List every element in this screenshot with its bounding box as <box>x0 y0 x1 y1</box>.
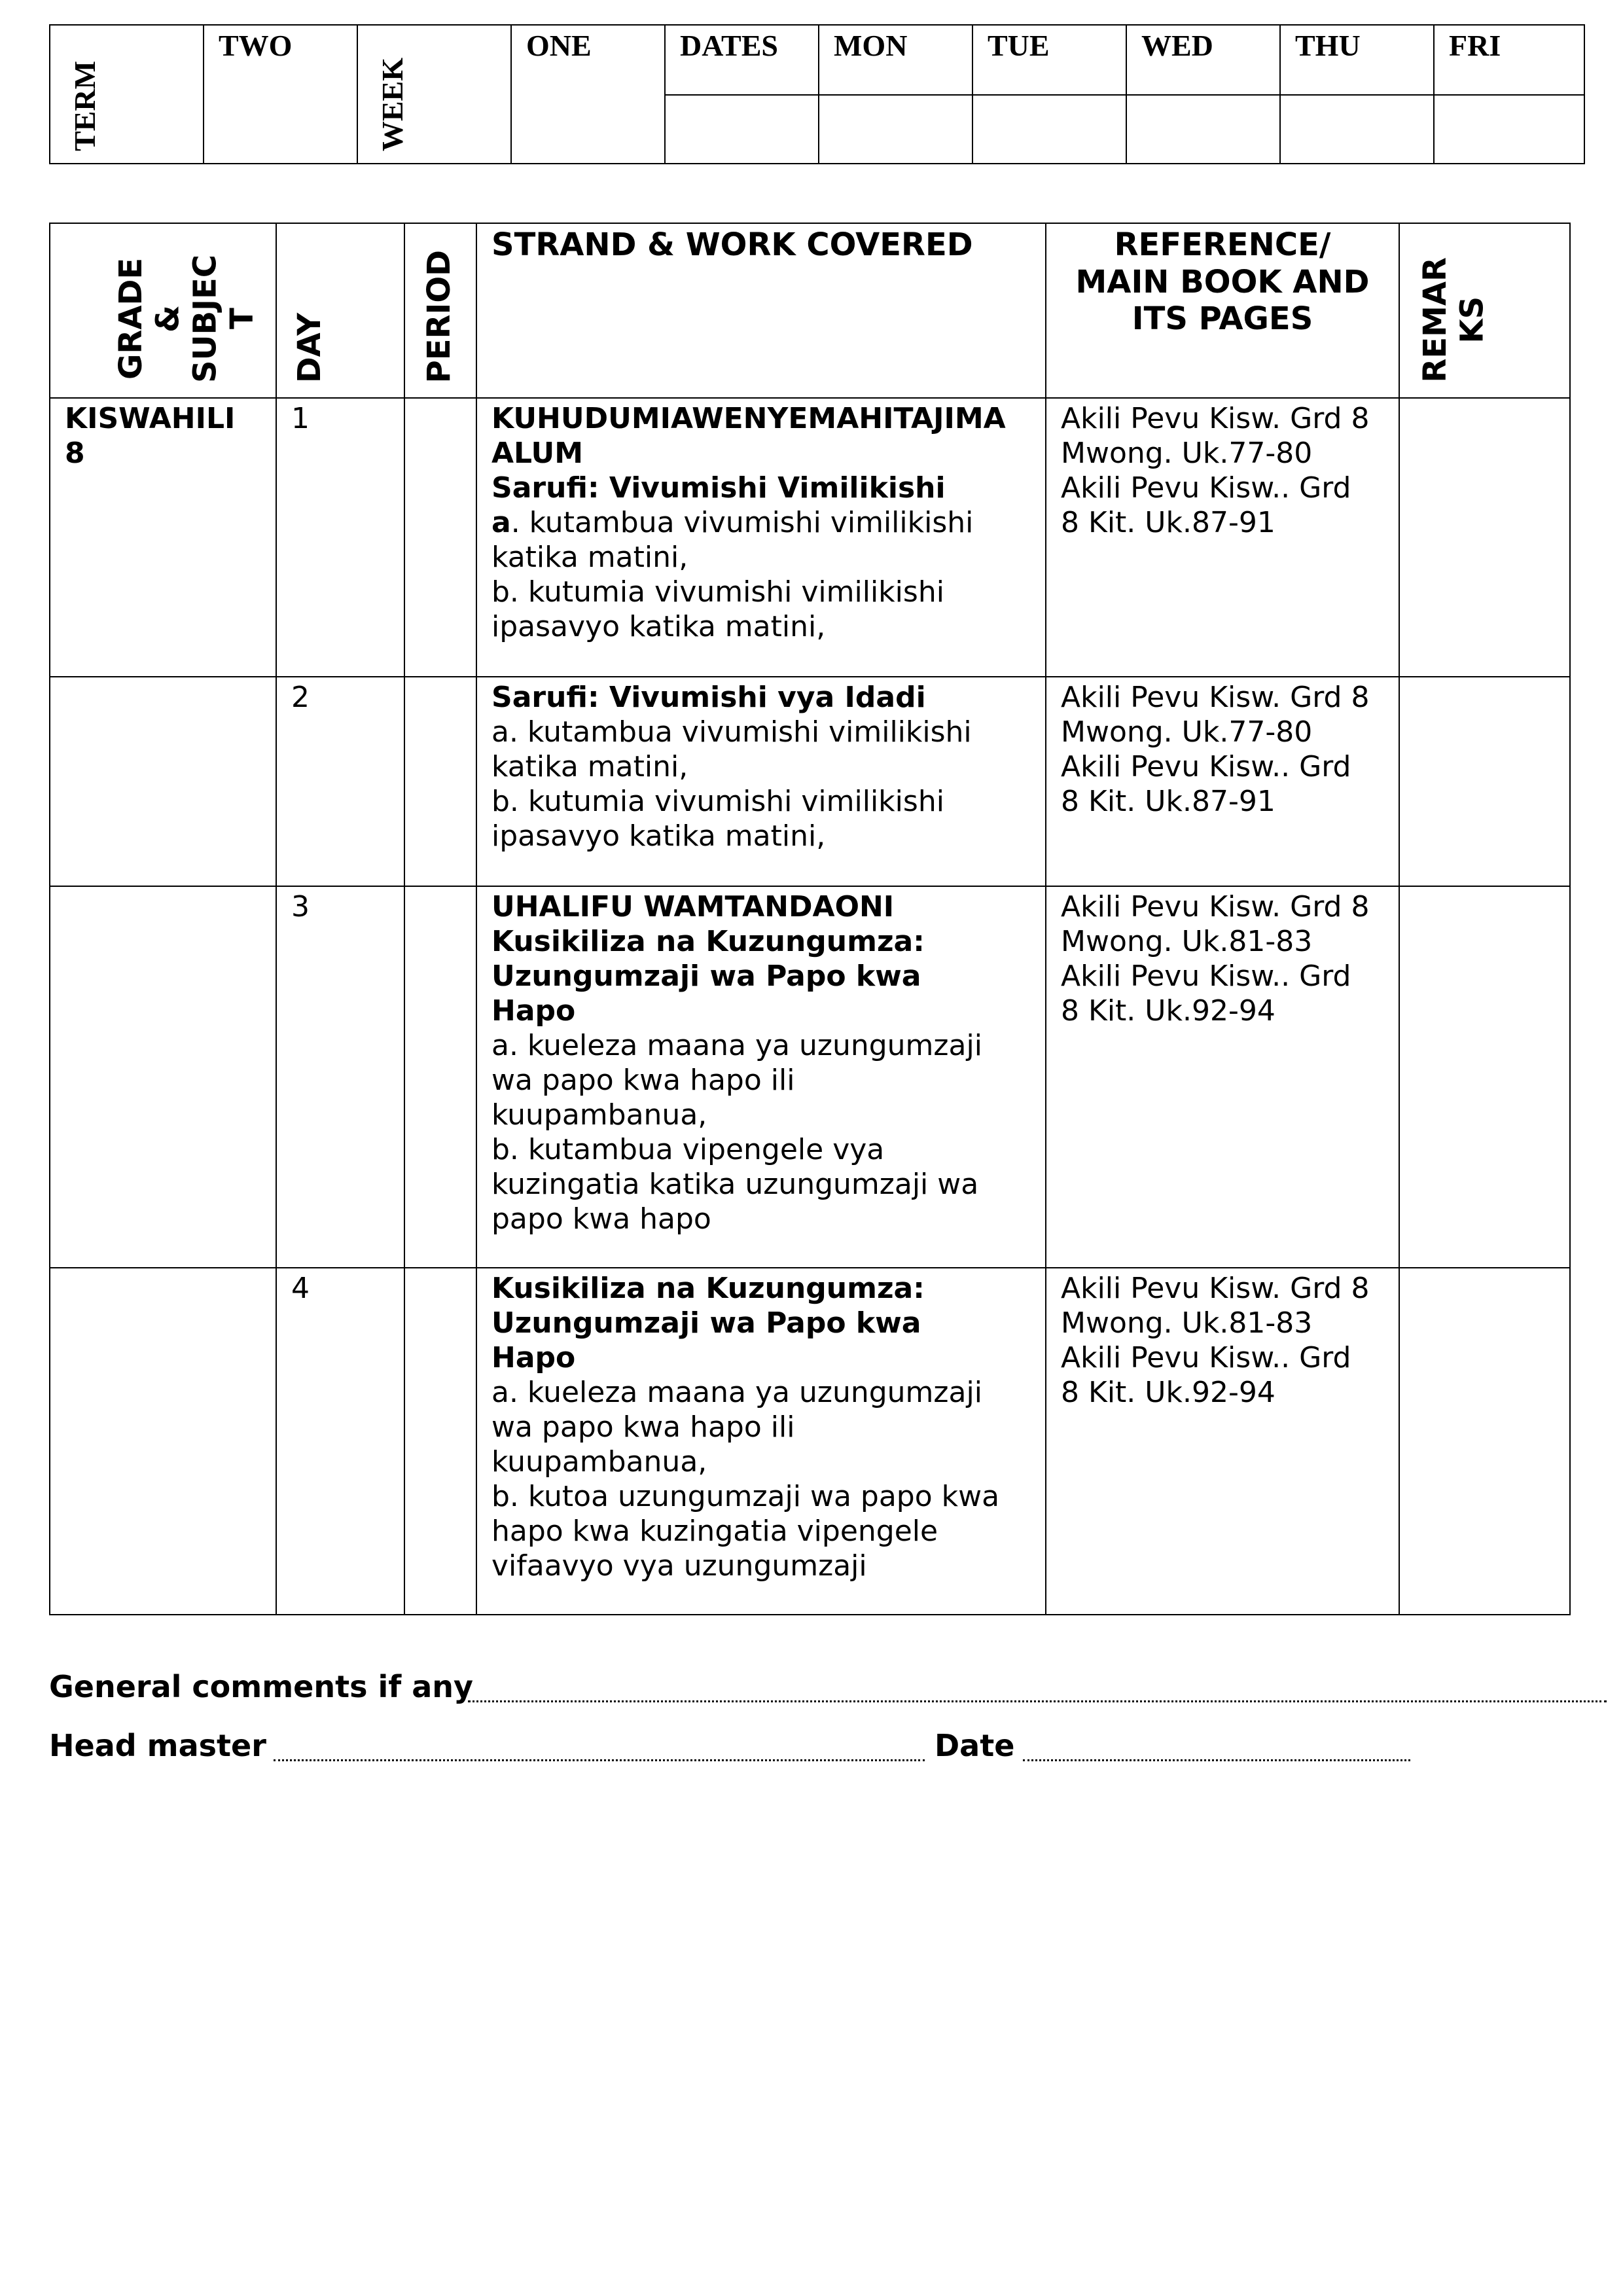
objective-b: b. kutumia vivumishi vimilikishi ipasavyo katika matini, <box>491 785 944 853</box>
date-label: Date <box>935 1728 1015 1763</box>
sub-strand-title: Sarufi: Vivumishi vya Idadi <box>491 681 926 714</box>
objective-a: a. kutambua vivumishi vimilikishi katika matini, <box>491 715 972 783</box>
dates-label: DATES <box>665 25 819 95</box>
objective-a-text: . kutambua vivumishi vimilikishi katika matini, <box>491 506 974 574</box>
objective-a-prefix: a <box>491 506 511 539</box>
objective-a: a. kueleza maana ya uzungumzaji wa papo kwa hapo ili kuupambanua, <box>491 1029 982 1132</box>
col-header-period: PERIOD <box>404 223 476 398</box>
day-fri: FRI <box>1434 25 1584 95</box>
remarks-cell[interactable] <box>1399 677 1570 886</box>
sub-strand-title: Kusikiliza na Kuzungumza: Uzungumzaji wa Papo kwa Hapo <box>491 1272 925 1374</box>
day-cell: 3 <box>276 886 404 1268</box>
week-label: WEEK <box>376 57 409 151</box>
sub-strand-title: Kusikiliza na Kuzungumza: Uzungumzaji wa Papo kwa Hapo <box>491 925 925 1028</box>
term-value: TWO <box>204 25 357 164</box>
day-cell: 2 <box>276 677 404 886</box>
date-wed-cell[interactable] <box>1126 95 1280 164</box>
col-header-day: DAY <box>276 223 404 398</box>
term-label: TERM <box>68 61 101 151</box>
strand-cell <box>476 886 1046 1268</box>
objective-b: b. kutambua vipengele vya kuzingatia katika uzungumzaji wa papo kwa hapo <box>491 1133 979 1236</box>
reference-cell: Akili Pevu Kisw. Grd 8 Mwong. Uk.77-80 Akili Pevu Kisw.. Grd 8 Kit. Uk.87-91 <box>1046 677 1399 886</box>
table-row <box>50 398 1570 677</box>
general-comments-line[interactable] <box>468 1700 1607 1702</box>
day-thu: THU <box>1280 25 1434 95</box>
reference-cell: Akili Pevu Kisw. Grd 8 Mwong. Uk.77-80 Akili Pevu Kisw.. Grd 8 Kit. Uk.87-91 <box>1046 398 1399 677</box>
dates-blank-cell[interactable] <box>665 95 819 164</box>
remarks-cell[interactable] <box>1399 1268 1570 1615</box>
col-header-grade-subject: GRADE & SUBJEC T <box>50 223 276 398</box>
term-week-table <box>49 24 1585 164</box>
remarks-cell[interactable] <box>1399 398 1570 677</box>
week-label-cell <box>357 25 511 164</box>
period-cell[interactable] <box>404 398 476 677</box>
grade-subject-cell <box>50 886 276 1268</box>
table-row <box>50 886 1570 1268</box>
objective-a: a. kueleza maana ya uzungumzaji wa papo kwa hapo ili kuupambanua, <box>491 1376 982 1479</box>
table-row <box>50 677 1570 886</box>
col-header-remarks: REMAR KS <box>1399 223 1570 398</box>
day-cell: 1 <box>276 398 404 677</box>
period-cell[interactable] <box>404 677 476 886</box>
grade-subject-cell: KISWAHILI 8 <box>50 398 276 677</box>
day-wed: WED <box>1126 25 1280 95</box>
remarks-cell[interactable] <box>1399 886 1570 1268</box>
objective-b: b. kutumia vivumishi vimilikishi ipasavyo katika matini, <box>491 575 944 643</box>
strand-cell <box>476 1268 1046 1615</box>
lesson-plan-table <box>49 223 1571 1615</box>
date-fri-cell[interactable] <box>1434 95 1584 164</box>
strand-title: KUHUDUMIAWENYEMAHITAJIMA ALUM <box>491 402 1006 470</box>
reference-cell: Akili Pevu Kisw. Grd 8 Mwong. Uk.81-83 Akili Pevu Kisw.. Grd 8 Kit. Uk.92-94 <box>1046 1268 1399 1615</box>
day-mon: MON <box>819 25 972 95</box>
reference-cell: Akili Pevu Kisw. Grd 8 Mwong. Uk.81-83 Akili Pevu Kisw.. Grd 8 Kit. Uk.92-94 <box>1046 886 1399 1268</box>
table-row <box>50 1268 1570 1615</box>
week-value: ONE <box>511 25 665 164</box>
sub-strand-title: Sarufi: Vivumishi Vimilikishi <box>491 471 946 505</box>
strand-cell <box>476 677 1046 886</box>
date-thu-cell[interactable] <box>1280 95 1434 164</box>
grade-subject-cell <box>50 677 276 886</box>
date-tue-cell[interactable] <box>972 95 1126 164</box>
term-label-cell <box>50 25 204 164</box>
date-mon-cell[interactable] <box>819 95 972 164</box>
strand-title: UHALIFU WAMTANDAONI <box>491 890 895 924</box>
headmaster-signature-line[interactable] <box>274 1759 925 1761</box>
date-line[interactable] <box>1023 1759 1410 1761</box>
headmaster-label: Head master <box>49 1728 266 1763</box>
day-tue: TUE <box>972 25 1126 95</box>
period-cell[interactable] <box>404 886 476 1268</box>
col-header-reference: REFERENCE/ MAIN BOOK AND ITS PAGES <box>1046 223 1399 398</box>
objective-a <box>491 505 1035 575</box>
general-comments-label: General comments if any <box>49 1669 474 1704</box>
strand-cell <box>476 398 1046 677</box>
grade-subject-cell <box>50 1268 276 1615</box>
period-cell[interactable] <box>404 1268 476 1615</box>
objective-b: b. kutoa uzungumzaji wa papo kwa hapo kwa kuzingatia vipengele vifaavyo vya uzungumzaji <box>491 1480 1000 1583</box>
col-header-strand: STRAND & WORK COVERED <box>476 223 1046 398</box>
day-cell: 4 <box>276 1268 404 1615</box>
